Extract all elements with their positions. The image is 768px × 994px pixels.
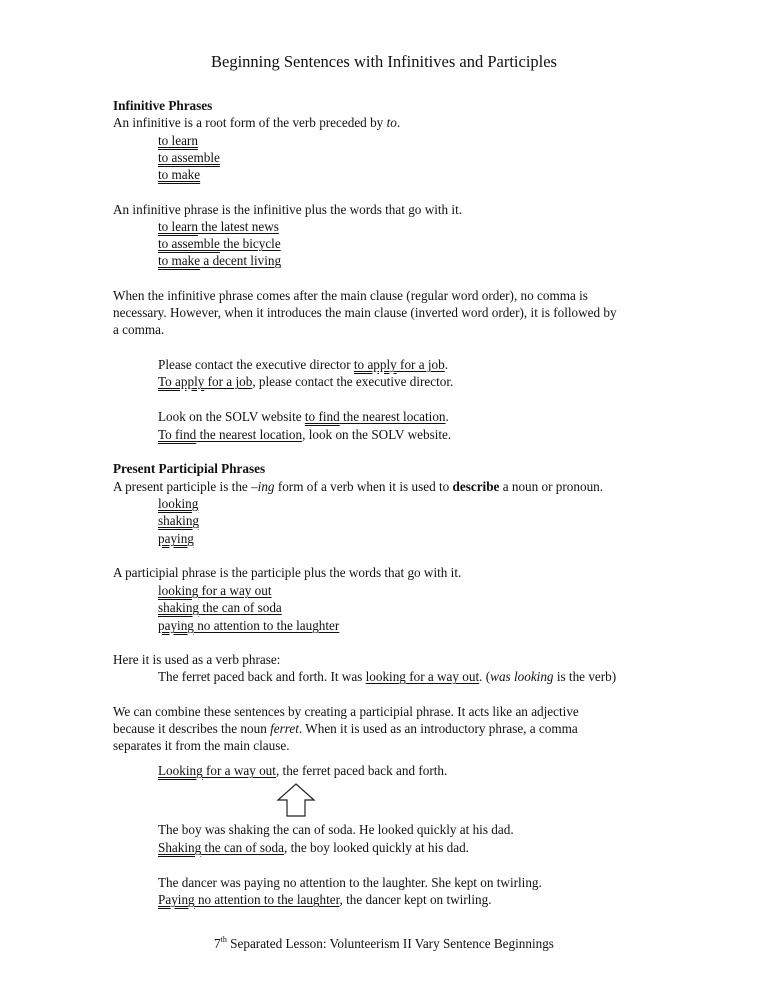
participle-phrase-example: paying no attention to the laughter (158, 618, 340, 633)
infinitive-example: to make (158, 167, 201, 182)
infinitive-definition: An infinitive is a root form of the verb preceded by to. (113, 115, 401, 130)
infinitive-example: to learn (158, 133, 198, 148)
participle-example: looking (158, 496, 199, 511)
participle-sentence: The boy was shaking the can of soda. He looked quickly at his dad. (158, 822, 514, 837)
infinitive-heading: Infinitive Phrases (113, 98, 213, 113)
participle-sentence: The dancer was paying no attention to the laughter. She kept on twirling. (158, 875, 542, 890)
participle-example: paying (158, 531, 194, 546)
participle-heading: Present Participial Phrases (113, 461, 266, 476)
infinitive-sentence: To apply for a job, please contact the executive director. (158, 374, 454, 389)
comma-rule-line: When the infinitive phrase comes after the main clause (regular word order), no comma is (113, 288, 588, 303)
up-arrow-icon (276, 783, 316, 817)
infinitive-sentence: Please contact the executive director to apply for a job. (158, 357, 449, 372)
participle-sentence: Looking for a way out, the ferret paced back and forth. (158, 763, 448, 778)
participle-phrase-example: shaking the can of soda (158, 600, 282, 615)
infinitive-phrase-example: to make a decent living (158, 253, 282, 268)
infinitive-example: to assemble (158, 150, 220, 165)
verb-phrase-example: The ferret paced back and forth. It was looking for a way out. (was looking is the verb) (158, 669, 617, 684)
combine-explanation: separates it from the main clause. (113, 738, 290, 753)
comma-rule-line: necessary. However, when it introduces the main clause (inverted word order), it is followed by (113, 305, 617, 320)
infinitive-sentence: To find the nearest location, look on the SOLV website. (158, 427, 452, 442)
participle-definition: A present participle is the –ing form of a verb when it is used to describe a noun or pronoun. (113, 479, 604, 494)
participle-phrase-definition: A participial phrase is the participle plus the words that go with it. (113, 565, 462, 580)
infinitive-phrase-definition: An infinitive phrase is the infinitive plus the words that go with it. (113, 202, 463, 217)
participle-sentence: Shaking the can of soda, the boy looked quickly at his dad. (158, 840, 469, 855)
infinitive-phrase-example: to learn the latest news (158, 219, 279, 234)
comma-rule-line: a comma. (113, 322, 165, 337)
participle-sentence: Paying no attention to the laughter, the dancer kept on twirling. (158, 892, 492, 907)
combine-explanation: because it describes the noun ferret. When it is used as an introductory phrase, a comma (113, 721, 578, 736)
participle-example: shaking (158, 513, 200, 528)
page-footer: 7th Separated Lesson: Volunteerism II Vary Sentence Beginnings (214, 935, 554, 951)
page-title: Beginning Sentences with Infinitives and Participles (211, 52, 557, 71)
combine-explanation: We can combine these sentences by creating a participial phrase. It acts like an adjective (113, 704, 579, 719)
infinitive-sentence: Look on the SOLV website to find the nearest location. (158, 409, 449, 424)
infinitive-phrase-example: to assemble the bicycle (158, 236, 281, 251)
verb-phrase-intro: Here it is used as a verb phrase: (113, 652, 281, 667)
participle-phrase-example: looking for a way out (158, 583, 272, 598)
